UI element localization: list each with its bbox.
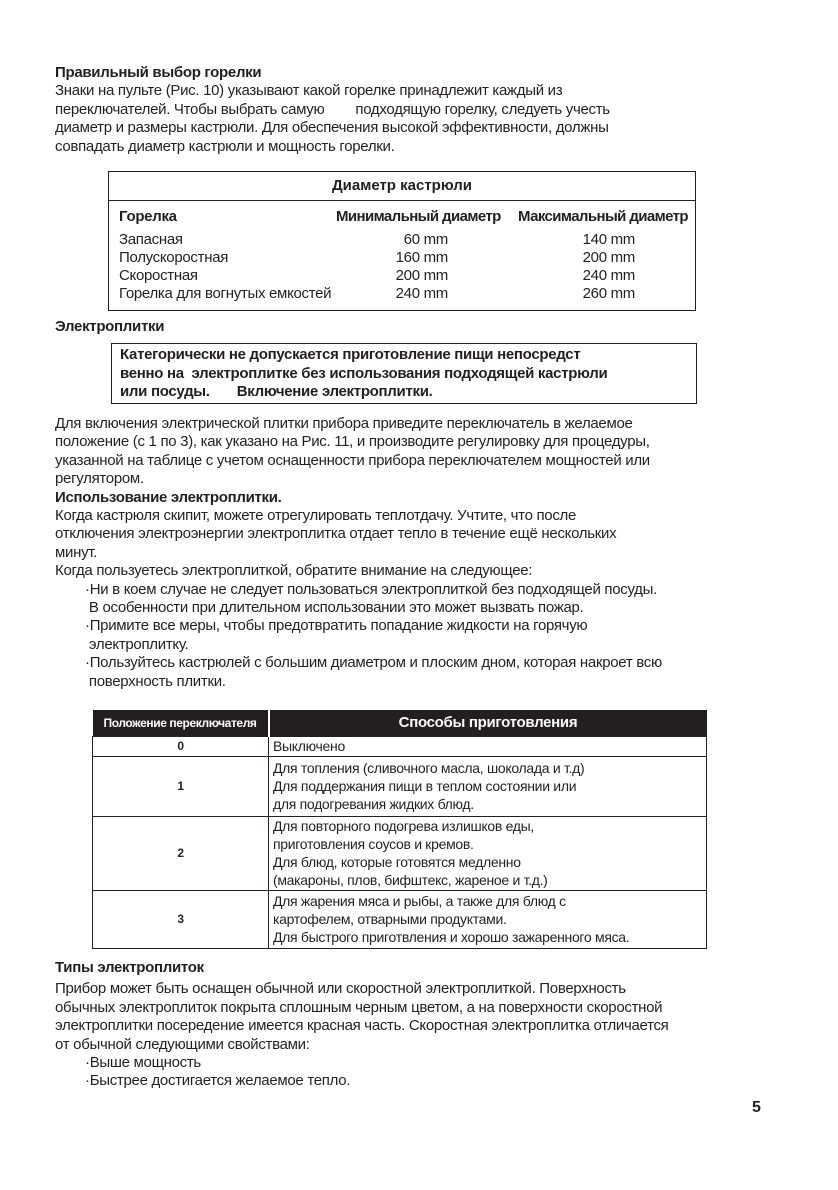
section-burner-choice [55,64,610,156]
bullet-line: ·Выше мощность [85,1054,201,1072]
cell-line: (макароны, плов, бифштекс, жареное и т.д.) [273,872,548,888]
cell-line: Для жарения мяса и рыбы, а также для блюд с [273,893,566,909]
cooking-mode-table [92,710,707,949]
text-line: диаметр и размеры кастрюли. Для обеспечения высокой эффективности, должны [55,119,609,137]
table-row [93,816,707,890]
cell: Запасная [119,231,183,248]
cell-line: Для быстрого приготвления и хорошо зажаренного мяса. [273,929,630,945]
bullet-line: ·Ни в коем случае не следует пользоваться электроплиткой без подходящей посуды. [85,580,657,598]
cell-line: Для поддержания пищи в теплом состоянии или [273,778,577,794]
col-header: Способы приготовления [269,710,707,736]
cell [269,890,707,948]
heading: Правильный выбор горелки [55,64,262,81]
cell [269,816,707,890]
burner-table [108,171,696,311]
col-header: Положение переключателя [93,710,269,736]
table-title: Диаметр кастрюли [109,172,695,201]
table-row [93,756,707,816]
heading: Электроплитки [55,318,165,335]
cell: 200 mm [395,267,448,284]
text-line: от обычной следующими свойствами: [55,1035,310,1053]
text-line: Знаки на пульте (Рис. 10) указывают какой горелке принадлежит каждый из [55,82,563,100]
text-line: указанной на таблице с учетом оснащенности прибора переключателем мощностей или [55,451,650,469]
bullet-line: поверхность плитки. [85,672,226,690]
text-line: отключения электроэнергии электроплитка отдает тепло в течение ещё нескольких [55,525,617,543]
cell: 140 mm [582,231,635,248]
cell-line: Выключено [273,738,345,754]
bullet-line: ·Пользуйтесь кастрюлей с большим диаметром и плоским дном, которая накроет всю [85,654,662,672]
cell-line: приготовления соусов и кремов. [273,836,474,852]
section-electric [55,415,662,691]
cell: Полускоростная [119,249,229,266]
cell: Скоростная [119,267,198,284]
text-line: совпадать диаметр кастрюли и мощность горелки. [55,137,395,155]
switch-position: 0 [93,736,269,756]
text-line: переключателей. Чтобы выбрать самую подходящую горелку, следуеть учесть [55,100,610,118]
text-line: Когда пользуетесь электроплиткой, обратите внимание на следующее: [55,562,533,580]
text-line: Когда кастрюля скипит, можете отрегулировать теплотдачу. Учтите, что после [55,507,577,525]
cell [269,736,707,756]
cell: 60 mm [403,231,448,248]
cell: 240 mm [582,267,635,284]
cell-line: Для повторного подогрева излишков еды, [273,818,534,834]
cell [269,756,707,816]
col-header: Максимальный диаметр [518,208,688,225]
cell: 260 mm [582,285,635,302]
text-line: электроплитки посередение имеется красная часть. Скоростная электроплитка отличается [55,1017,669,1035]
warning-line: или посуды. Включение электроплитки. [120,383,433,401]
col-header: Минимальный диаметр [336,208,501,225]
text-line: Прибор может быть оснащен обычной или скоростной электроплиткой. Поверхность [55,980,626,998]
cell: Горелка для вогнутых емкостей [119,285,332,302]
section-hob-types [55,959,669,1091]
page-number: 5 [752,1099,761,1116]
switch-position: 1 [93,756,269,816]
table-row [93,890,707,948]
cell-line: для подогревания жидких блюд. [273,796,474,812]
bullet-line: ·Примите все меры, чтобы предотвратить попадание жидкости на горячую [85,617,588,635]
text-line: положение (с 1 по 3), как указано на Рис. 11, и производите регулировку для процедуры, [55,433,650,451]
cell: 240 mm [395,285,448,302]
switch-position: 2 [93,816,269,890]
bullet-line: В особенности при длительном использовании это может вызвать пожар. [85,599,584,617]
cell-line: Для блюд, которые готовятся медленно [273,854,521,870]
bullet-line: электроплитку. [85,635,189,653]
table-row [93,736,707,756]
cell: 160 mm [395,249,448,266]
table-header-row [93,710,707,736]
cell-line: картофелем, отварными продуктами. [273,911,507,927]
heading: Типы электроплиток [55,959,204,976]
col-header: Горелка [119,208,177,225]
text-line: регулятором. [55,470,144,488]
text-line: Для включения электрической плитки прибора приведите переключатель в желаемое [55,415,633,432]
switch-position: 3 [93,890,269,948]
text-line: обычных электроплиток покрыта сплошным черным цветом, а на поверхности скоростной [55,998,663,1016]
warning-line: Категорически не допускается приготовление пищи непосредст [120,346,581,363]
subheading: Использование электроплитки. [55,488,282,506]
warning-line: венно на электроплитке без использования подходящей кастрюли [120,364,608,382]
cell-line: Для топления (сливочного масла, шоколада и т.д) [273,760,585,776]
warning-box [111,343,697,404]
bullet-line: ·Быстрее достигается желаемое тепло. [85,1072,351,1090]
text-line: минут. [55,543,98,561]
cell: 200 mm [582,249,635,266]
